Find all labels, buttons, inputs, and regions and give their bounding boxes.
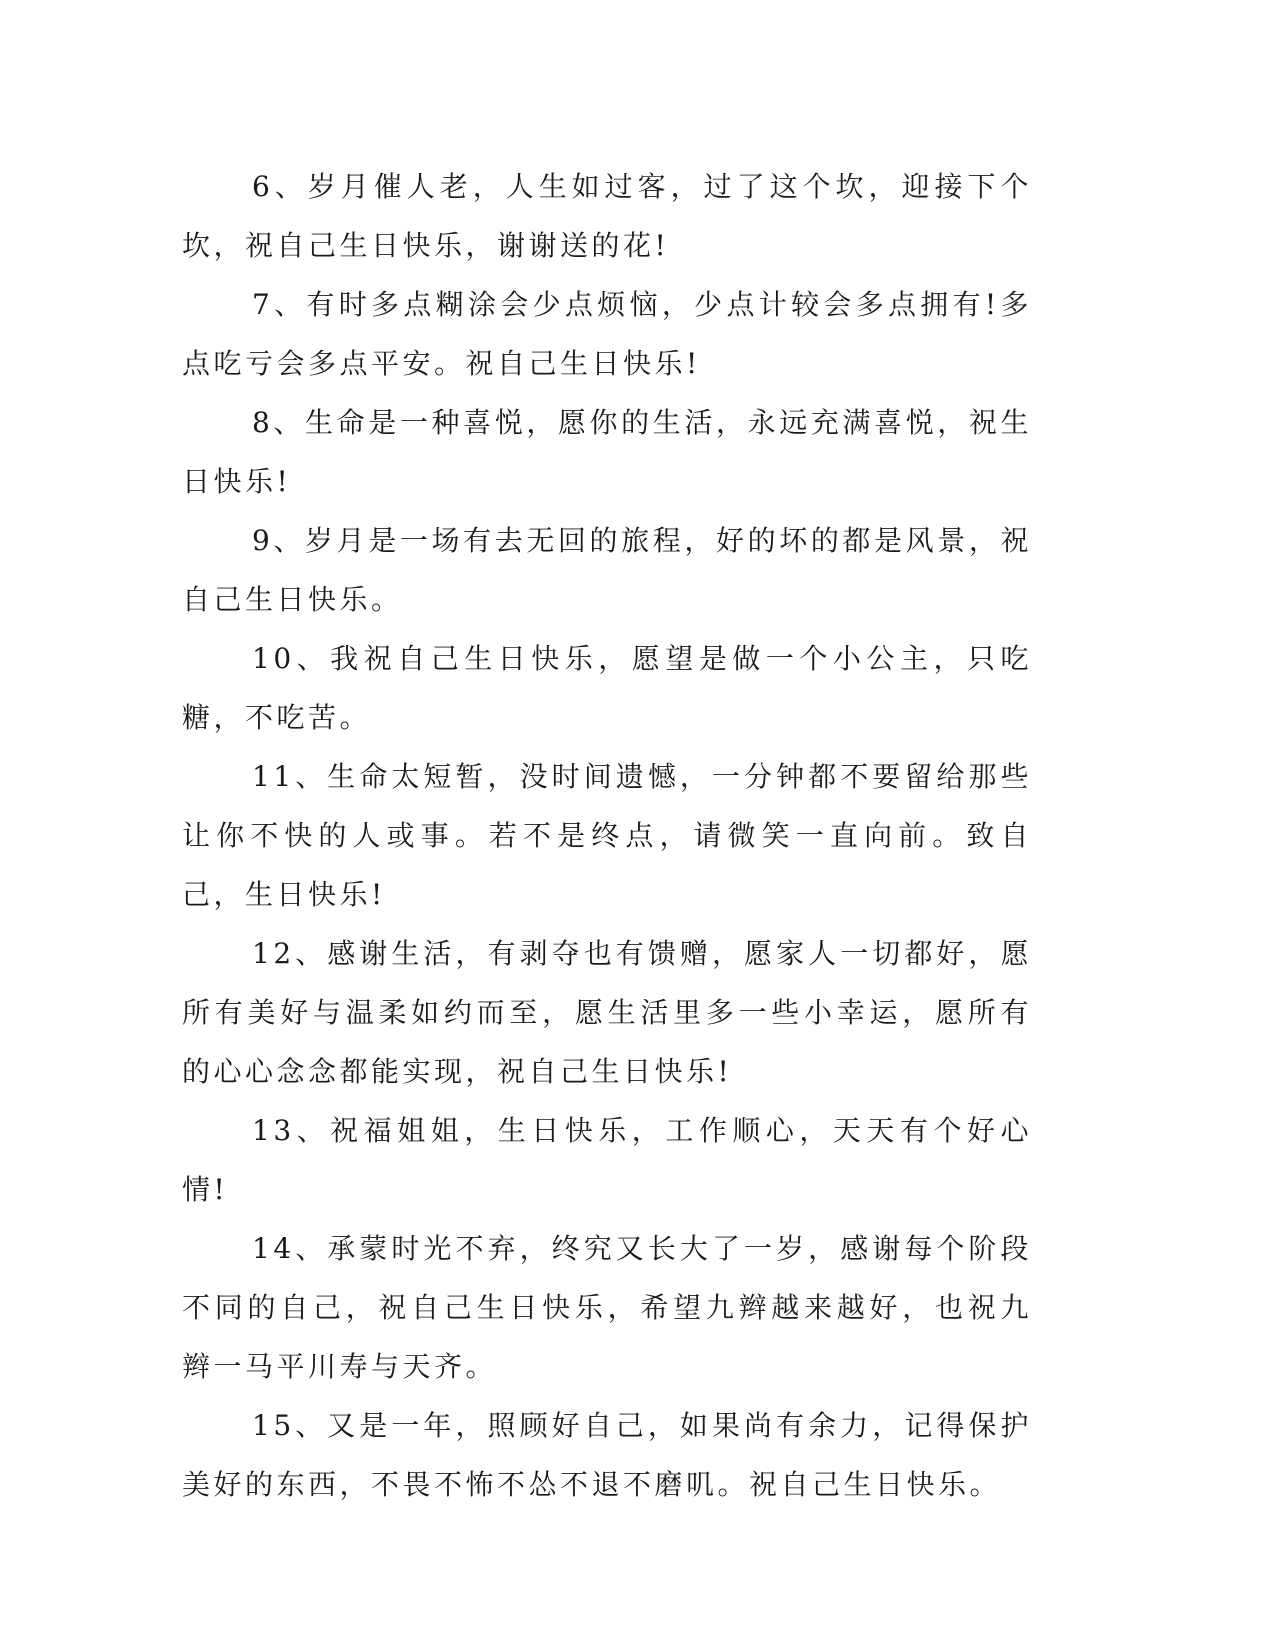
paragraph-7: 7、有时多点糊涂会少点烦恼，少点计较会多点拥有!多点吃亏会多点平安。祝自己生日快乐!: [182, 288, 1032, 380]
paragraph-14: 14、承蒙时光不弃，终究又长大了一岁，感谢每个阶段不同的自己，祝自己生日快乐，希望九辫越来越好，也祝九辫一马平川寿与天齐。: [182, 1232, 1032, 1383]
paragraph-12: 12、感谢生活，有剥夺也有馈赠，愿家人一切都好，愿所有美好与温柔如约而至，愿生活里多一些小幸运，愿所有的心心念念都能实现，祝自己生日快乐!: [182, 937, 1032, 1088]
paragraph-15: 15、又是一年，照顾好自己，如果尚有余力，记得保护美好的东西，不畏不怖不怂不退不磨叽。祝自己生日快乐。: [182, 1409, 1032, 1501]
paragraph-6: 6、岁月催人老，人生如过客，过了这个坎，迎接下个坎，祝自己生日快乐，谢谢送的花!: [182, 170, 1032, 262]
paragraph-10: 10、我祝自己生日快乐，愿望是做一个小公主，只吃糖，不吃苦。: [182, 642, 1032, 734]
document-body: [182, 157, 1032, 1514]
paragraph-8: 8、生命是一种喜悦，愿你的生活，永远充满喜悦，祝生日快乐!: [182, 406, 1032, 498]
paragraph-9: 9、岁月是一场有去无回的旅程，好的坏的都是风景，祝自己生日快乐。: [182, 524, 1032, 616]
paragraph-13: 13、祝福姐姐，生日快乐，工作顺心，天天有个好心情!: [182, 1114, 1032, 1206]
paragraph-11: 11、生命太短暂，没时间遗憾，一分钟都不要留给那些让你不快的人或事。若不是终点，请微笑一直向前。致自己，生日快乐!: [182, 760, 1032, 911]
